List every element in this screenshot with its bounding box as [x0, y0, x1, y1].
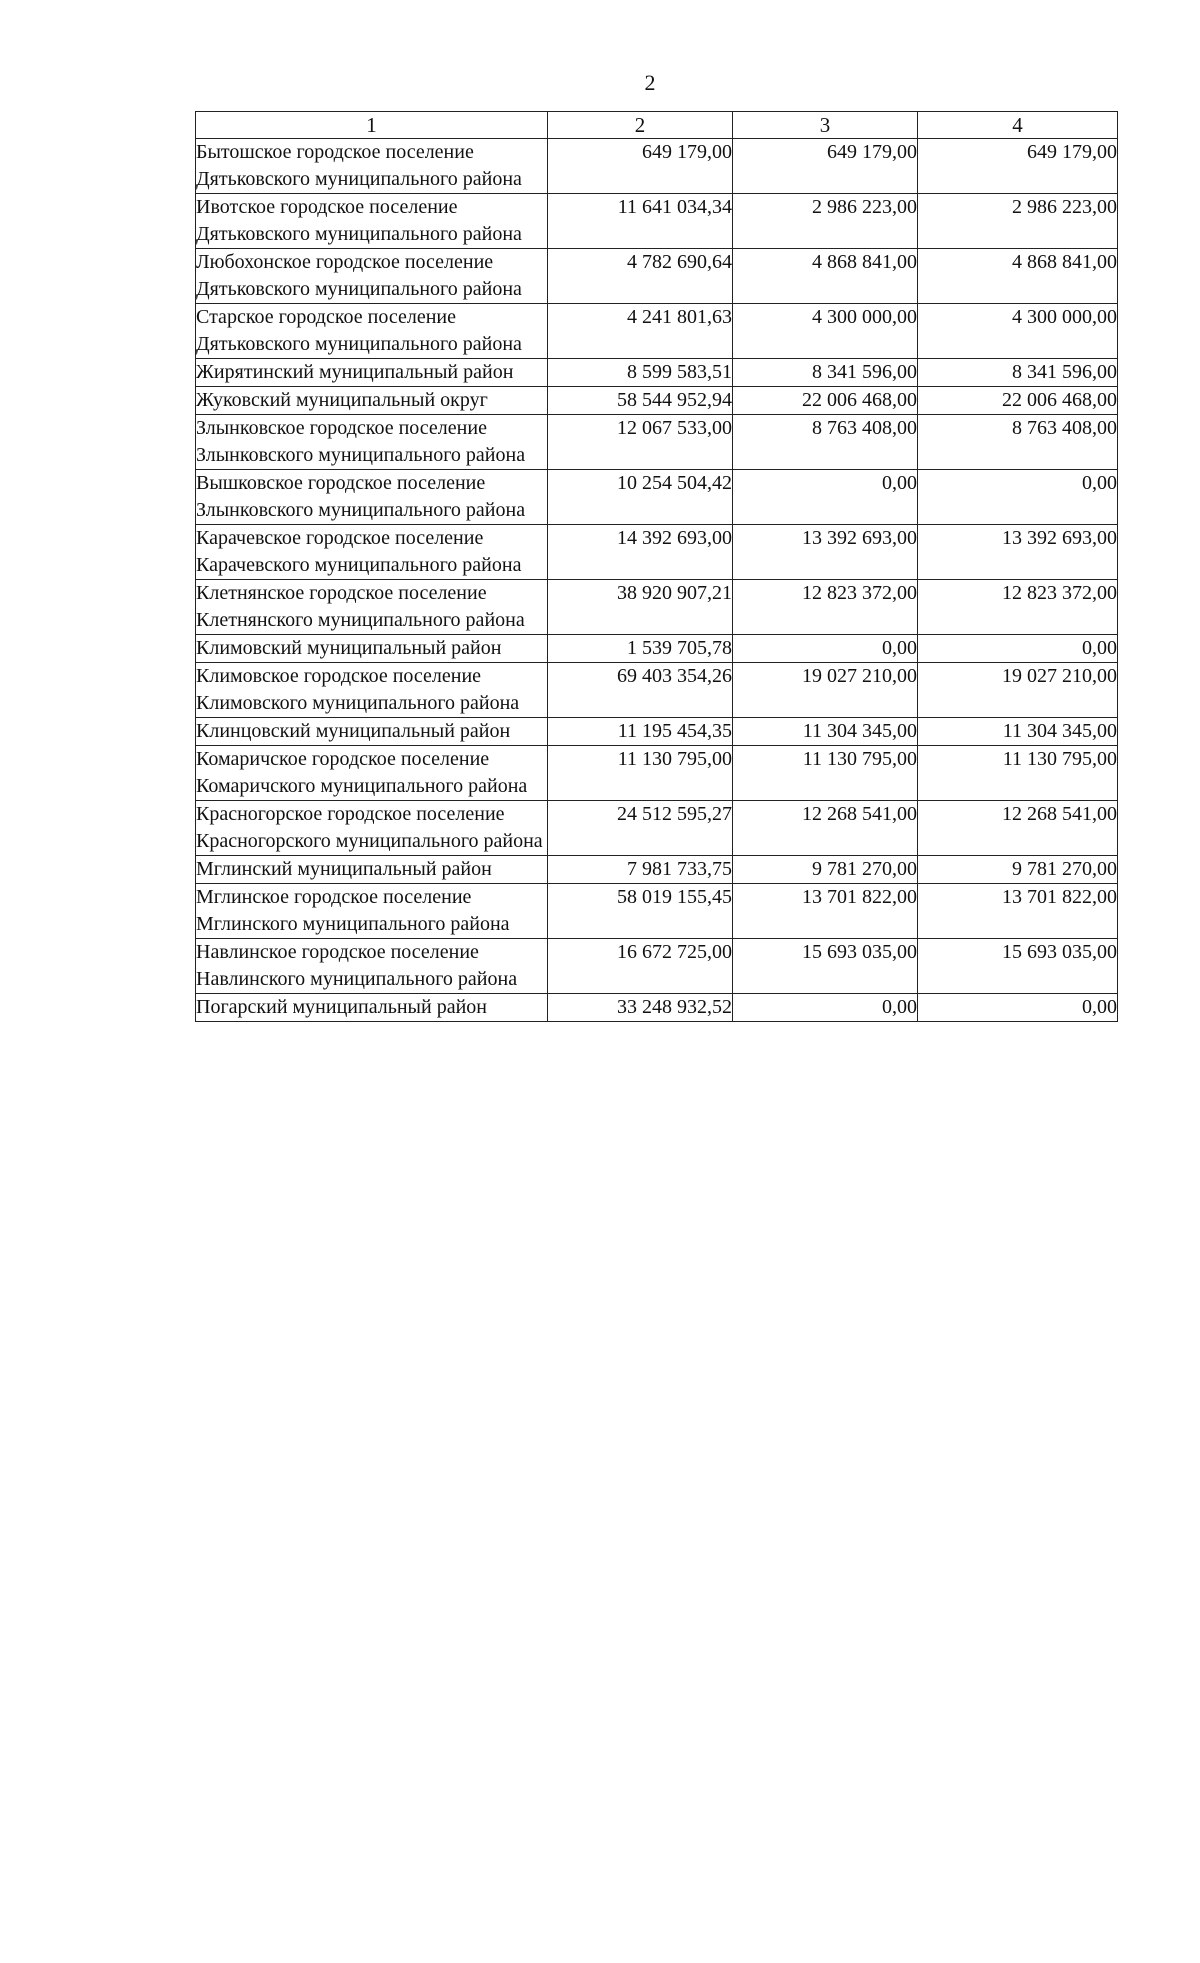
municipality-name-cell: Бытошское городское поселение Дятьковского муниципального района	[196, 139, 548, 194]
amount-col2-cell: 38 920 907,21	[548, 580, 733, 635]
amount-col4-cell: 2 986 223,00	[918, 194, 1118, 249]
table-row	[196, 635, 1118, 663]
amount-col4-cell: 11 130 795,00	[918, 746, 1118, 801]
amount-col2-cell: 58 019 155,45	[548, 884, 733, 939]
amount-col3-cell: 22 006 468,00	[733, 387, 918, 415]
amount-col4-cell: 15 693 035,00	[918, 939, 1118, 994]
municipality-name-cell: Вышковское городское поселение Злынковского муниципального района	[196, 470, 548, 525]
municipality-name-cell: Жуковский муниципальный округ	[196, 387, 548, 415]
table-row	[196, 994, 1118, 1022]
amount-col2-cell: 8 599 583,51	[548, 359, 733, 387]
amount-col4-cell: 0,00	[918, 635, 1118, 663]
amount-col2-cell: 649 179,00	[548, 139, 733, 194]
amount-col4-cell: 11 304 345,00	[918, 718, 1118, 746]
amount-col3-cell: 0,00	[733, 635, 918, 663]
municipality-name-cell: Ивотское городское поселение Дятьковского муниципального района	[196, 194, 548, 249]
table-row	[196, 415, 1118, 470]
amount-col2-cell: 7 981 733,75	[548, 856, 733, 884]
amount-col4-cell: 4 300 000,00	[918, 304, 1118, 359]
table-row	[196, 359, 1118, 387]
amount-col3-cell: 9 781 270,00	[733, 856, 918, 884]
municipality-name-cell: Старское городское поселение Дятьковского муниципального района	[196, 304, 548, 359]
municipality-name-cell: Погарский муниципальный район	[196, 994, 548, 1022]
municipality-name-cell: Мглинское городское поселение Мглинского муниципального района	[196, 884, 548, 939]
amount-col3-cell: 0,00	[733, 470, 918, 525]
amount-col3-cell: 11 304 345,00	[733, 718, 918, 746]
municipality-name-cell: Карачевское городское поселение Карачевского муниципального района	[196, 525, 548, 580]
amount-col4-cell: 0,00	[918, 994, 1118, 1022]
amount-col2-cell: 58 544 952,94	[548, 387, 733, 415]
amount-col2-cell: 11 195 454,35	[548, 718, 733, 746]
amount-col3-cell: 12 268 541,00	[733, 801, 918, 856]
amount-col2-cell: 10 254 504,42	[548, 470, 733, 525]
amount-col2-cell: 11 130 795,00	[548, 746, 733, 801]
table-row	[196, 387, 1118, 415]
municipality-name-cell: Клинцовский муниципальный район	[196, 718, 548, 746]
amount-col2-cell: 12 067 533,00	[548, 415, 733, 470]
table-header-row	[196, 112, 1118, 139]
amount-col3-cell: 11 130 795,00	[733, 746, 918, 801]
amount-col3-cell: 12 823 372,00	[733, 580, 918, 635]
column-header-3: 3	[733, 112, 918, 139]
table-body	[196, 139, 1118, 1022]
amount-col3-cell: 8 763 408,00	[733, 415, 918, 470]
amount-col4-cell: 649 179,00	[918, 139, 1118, 194]
table-row	[196, 525, 1118, 580]
amount-col4-cell: 4 868 841,00	[918, 249, 1118, 304]
municipality-name-cell: Злынковское городское поселение Злынковского муниципального района	[196, 415, 548, 470]
table-row	[196, 801, 1118, 856]
table-row	[196, 139, 1118, 194]
table-row	[196, 194, 1118, 249]
amount-col3-cell: 4 300 000,00	[733, 304, 918, 359]
municipality-name-cell: Навлинское городское поселение Навлинского муниципального района	[196, 939, 548, 994]
amount-col4-cell: 13 392 693,00	[918, 525, 1118, 580]
amount-col3-cell: 8 341 596,00	[733, 359, 918, 387]
amount-col2-cell: 11 641 034,34	[548, 194, 733, 249]
amount-col2-cell: 24 512 595,27	[548, 801, 733, 856]
amount-col2-cell: 69 403 354,26	[548, 663, 733, 718]
amount-col4-cell: 9 781 270,00	[918, 856, 1118, 884]
table-row	[196, 249, 1118, 304]
table-row	[196, 580, 1118, 635]
municipality-name-cell: Климовское городское поселение Климовского муниципального района	[196, 663, 548, 718]
column-header-4: 4	[918, 112, 1118, 139]
amount-col3-cell: 0,00	[733, 994, 918, 1022]
table-row	[196, 470, 1118, 525]
municipality-name-cell: Клетнянское городское поселение Клетнянского муниципального района	[196, 580, 548, 635]
municipality-name-cell: Климовский муниципальный район	[196, 635, 548, 663]
municipality-name-cell: Комаричское городское поселение Комаричского муниципального района	[196, 746, 548, 801]
amount-col4-cell: 13 701 822,00	[918, 884, 1118, 939]
amount-col3-cell: 15 693 035,00	[733, 939, 918, 994]
table-row	[196, 856, 1118, 884]
page-number: 2	[644, 70, 656, 95]
amount-col2-cell: 1 539 705,78	[548, 635, 733, 663]
column-header-1: 1	[196, 112, 548, 139]
column-header-2: 2	[548, 112, 733, 139]
table-row	[196, 304, 1118, 359]
amount-col4-cell: 19 027 210,00	[918, 663, 1118, 718]
amount-col4-cell: 12 268 541,00	[918, 801, 1118, 856]
municipality-name-cell: Красногорское городское поселение Красногорского муниципального района	[196, 801, 548, 856]
amount-col3-cell: 19 027 210,00	[733, 663, 918, 718]
table-row	[196, 746, 1118, 801]
amount-col3-cell: 4 868 841,00	[733, 249, 918, 304]
table-row	[196, 663, 1118, 718]
table-row	[196, 718, 1118, 746]
amount-col2-cell: 16 672 725,00	[548, 939, 733, 994]
municipality-name-cell: Мглинский муниципальный район	[196, 856, 548, 884]
amount-col3-cell: 2 986 223,00	[733, 194, 918, 249]
table-row	[196, 884, 1118, 939]
amount-col4-cell: 12 823 372,00	[918, 580, 1118, 635]
amount-col3-cell: 13 701 822,00	[733, 884, 918, 939]
amount-col4-cell: 0,00	[918, 470, 1118, 525]
amount-col2-cell: 14 392 693,00	[548, 525, 733, 580]
amount-col3-cell: 649 179,00	[733, 139, 918, 194]
amount-col2-cell: 33 248 932,52	[548, 994, 733, 1022]
amount-col2-cell: 4 782 690,64	[548, 249, 733, 304]
municipality-name-cell: Любохонское городское поселение Дятьковского муниципального района	[196, 249, 548, 304]
amount-col4-cell: 8 763 408,00	[918, 415, 1118, 470]
amount-col4-cell: 8 341 596,00	[918, 359, 1118, 387]
amount-col2-cell: 4 241 801,63	[548, 304, 733, 359]
municipality-name-cell: Жирятинский муниципальный район	[196, 359, 548, 387]
table-row	[196, 939, 1118, 994]
budget-table	[195, 111, 1118, 1022]
amount-col3-cell: 13 392 693,00	[733, 525, 918, 580]
amount-col4-cell: 22 006 468,00	[918, 387, 1118, 415]
